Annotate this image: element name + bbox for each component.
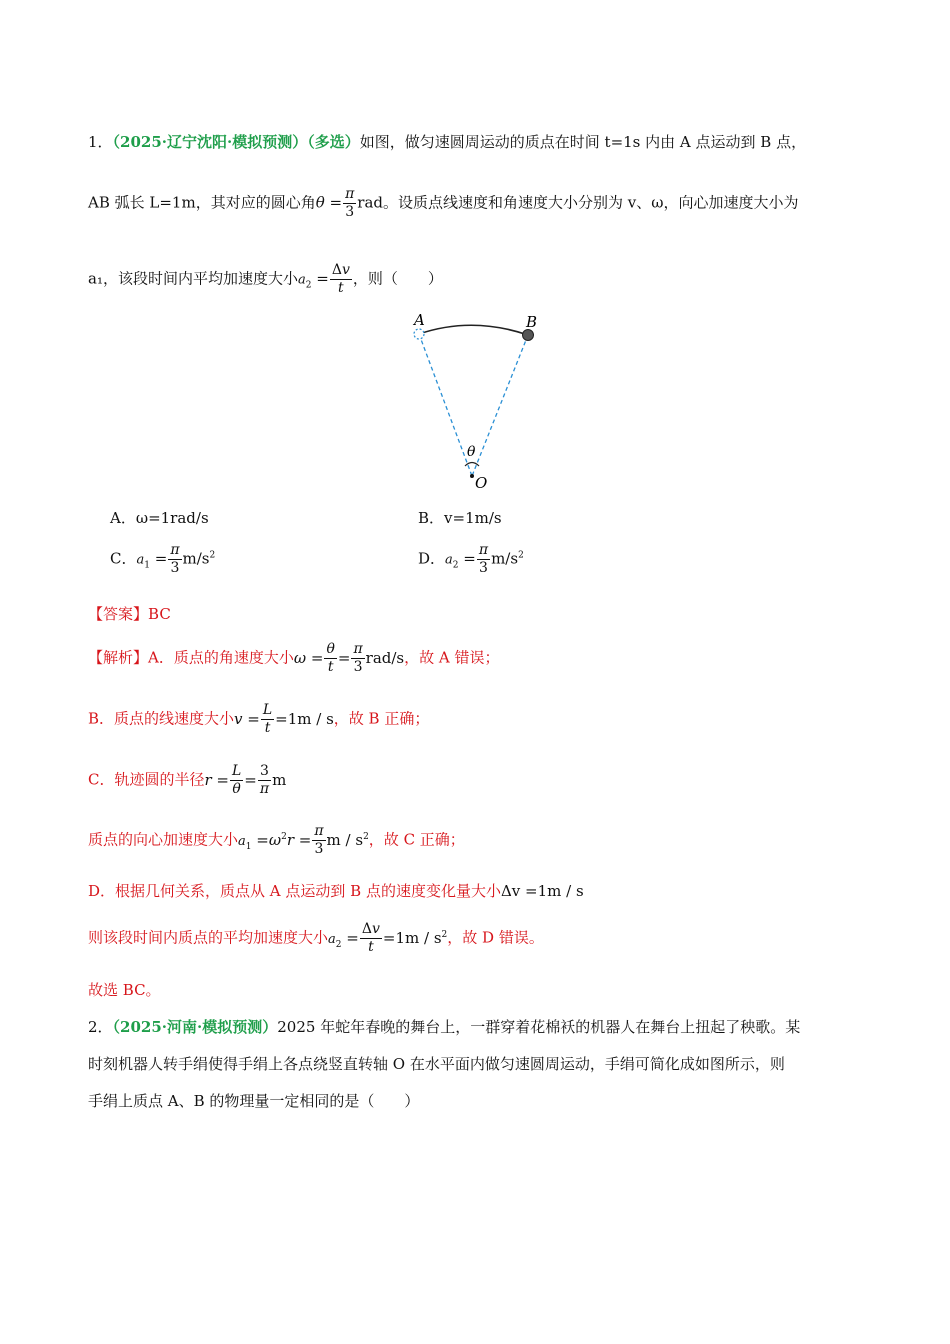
q1-stem-line2-b: 。设质点线速度和角速度大小分别为 v、ω，向心加速度大小为 xyxy=(383,193,799,212)
q1-stem-line2-a: AB 弧长 L=1m，其对应的圆心角 xyxy=(88,193,316,212)
q1-number: 1． xyxy=(88,133,113,151)
q1-line2: AB 弧长 L=1m，其对应的圆心角θ = $\frac{\pi}{3}$ rad。设质点线速度和角速度大小分别为 v、ω，向心加速度大小为 xyxy=(88,186,799,220)
analysis-acc: 质点的向心加速度大小$a_1 =\omega^2r$ = $\frac{\pi}{3}$ m / $s^2$，故 C 正确； xyxy=(88,823,465,857)
option-c[interactable]: C．$a_1$ = $\frac{\pi}{3}$ $m/s^2$ xyxy=(110,542,216,576)
option-d[interactable]: D．$a_2$ = $\frac{\pi}{3}$ $m/s^2$ xyxy=(418,542,524,576)
analysis-acc-unit: m / s xyxy=(326,830,364,849)
analysis-d xyxy=(88,880,584,901)
q1-stem-line3-a: a₁，该段时间内平均加速度大小 xyxy=(88,269,298,288)
label-b: B xyxy=(526,313,538,331)
analysis-a: 【解析】A．质点的角速度大小ω = $\frac{\theta}{t}$ = $\frac{\pi}{3}$ rad/s，故 A 错误； xyxy=(88,641,500,675)
radius-ob xyxy=(472,335,528,476)
label-a: A xyxy=(414,311,425,329)
point-b xyxy=(523,330,534,341)
analysis-b: B．质点的线速度大小v = $\frac{L}{t}$ =1m / s，故 B 正确； xyxy=(88,702,430,736)
analysis-b-end: ，故 B 正确； xyxy=(333,709,430,728)
analysis-b-text: B．质点的线速度大小 xyxy=(88,709,235,728)
option-a[interactable]: A．ω=1rad/s xyxy=(110,509,209,527)
label-o: O xyxy=(475,474,488,492)
theta-arc xyxy=(465,463,479,467)
q2-stem-line1: 2025 年蛇年春晚的舞台上，一群穿着花棉袄的机器人在舞台上扭起了秧歌。某 xyxy=(277,1018,801,1036)
q2-number: 2． xyxy=(88,1018,113,1036)
answer-line xyxy=(88,603,171,624)
analysis-a-end: ，故 A 错误； xyxy=(404,648,500,667)
q1-type: （多选） xyxy=(307,133,360,151)
analysis-label: 【解析】 xyxy=(88,648,149,667)
q2-line2: 时刻机器人转手绢使得手绢上各点绕竖直转轴 O 在水平面内做匀速圆周运动，手绢可简化成如图所示，则 xyxy=(88,1055,785,1073)
point-a xyxy=(414,329,424,339)
q1-stem-line1: 如图，做匀速圆周运动的质点在时间 t=1s 内由 A 点运动到 B 点， xyxy=(359,133,807,151)
analysis-acc-end: ，故 C 正确； xyxy=(368,830,465,849)
q2-source: （2025·河南·模拟预测） xyxy=(112,1018,278,1036)
q2-line3: 手绢上质点 A、B 的物理量一定相同的是（ ） xyxy=(88,1092,420,1110)
answer-value: BC xyxy=(148,605,171,623)
analysis-a-text: A．质点的角速度大小 xyxy=(148,648,294,667)
arc-ab xyxy=(419,325,528,335)
analysis-c-text: C．轨迹圆的半径 xyxy=(88,770,205,789)
point-o xyxy=(470,474,474,478)
option-c-prefix: C． xyxy=(110,549,137,568)
option-b[interactable]: B．v=1m/s xyxy=(418,509,502,527)
q1-figure xyxy=(400,308,550,493)
analysis-acc-text: 质点的向心加速度大小 xyxy=(88,830,239,849)
option-d-unit: m/s xyxy=(491,549,519,568)
analysis-c: C．轨迹圆的半径r = $\frac{L}{\theta}$ = $\frac{3}{\pi}$ m xyxy=(88,763,287,797)
option-c-unit: m/s xyxy=(182,549,210,568)
q1-stem-line3-b: ，则（ ） xyxy=(352,269,443,288)
q1-source: （2025·辽宁沈阳·模拟预测） xyxy=(112,133,308,151)
analysis-avg-text: 则该段时间内质点的平均加速度大小 xyxy=(88,928,329,947)
q1-line3: a₁，该段时间内平均加速度大小$a_2$ = $\frac{\Delta v}{t}$ ，则（ ） xyxy=(88,262,443,296)
analysis-d-formula: Δv =1m / s xyxy=(500,882,584,900)
option-d-prefix: D． xyxy=(418,549,446,568)
answer-label: 【答案】 xyxy=(88,605,149,623)
analysis-c-unit: m xyxy=(272,770,287,789)
analysis-a-unit: rad/s xyxy=(365,648,405,667)
analysis-b-unit: =1m / s xyxy=(275,709,334,728)
analysis-avg: 则该段时间内质点的平均加速度大小$a_2$ = $\frac{\Delta v}{t}$ $=1m / s^2$，故 D 错误。 xyxy=(88,921,544,955)
q1-line1 xyxy=(88,131,806,152)
analysis-d-text: D．根据几何关系，质点从 A 点运动到 B 点的速度变化量大小 xyxy=(88,882,501,900)
radius-oa xyxy=(419,334,472,476)
q1-rad-unit: rad xyxy=(357,193,383,212)
analysis-avg-unit: =1m / s xyxy=(382,928,442,947)
analysis-avg-end: ，故 D 错误。 xyxy=(447,928,544,947)
conclusion: 故选 BC。 xyxy=(88,981,161,999)
label-theta: θ xyxy=(467,444,476,460)
q2-line1 xyxy=(88,1016,800,1037)
